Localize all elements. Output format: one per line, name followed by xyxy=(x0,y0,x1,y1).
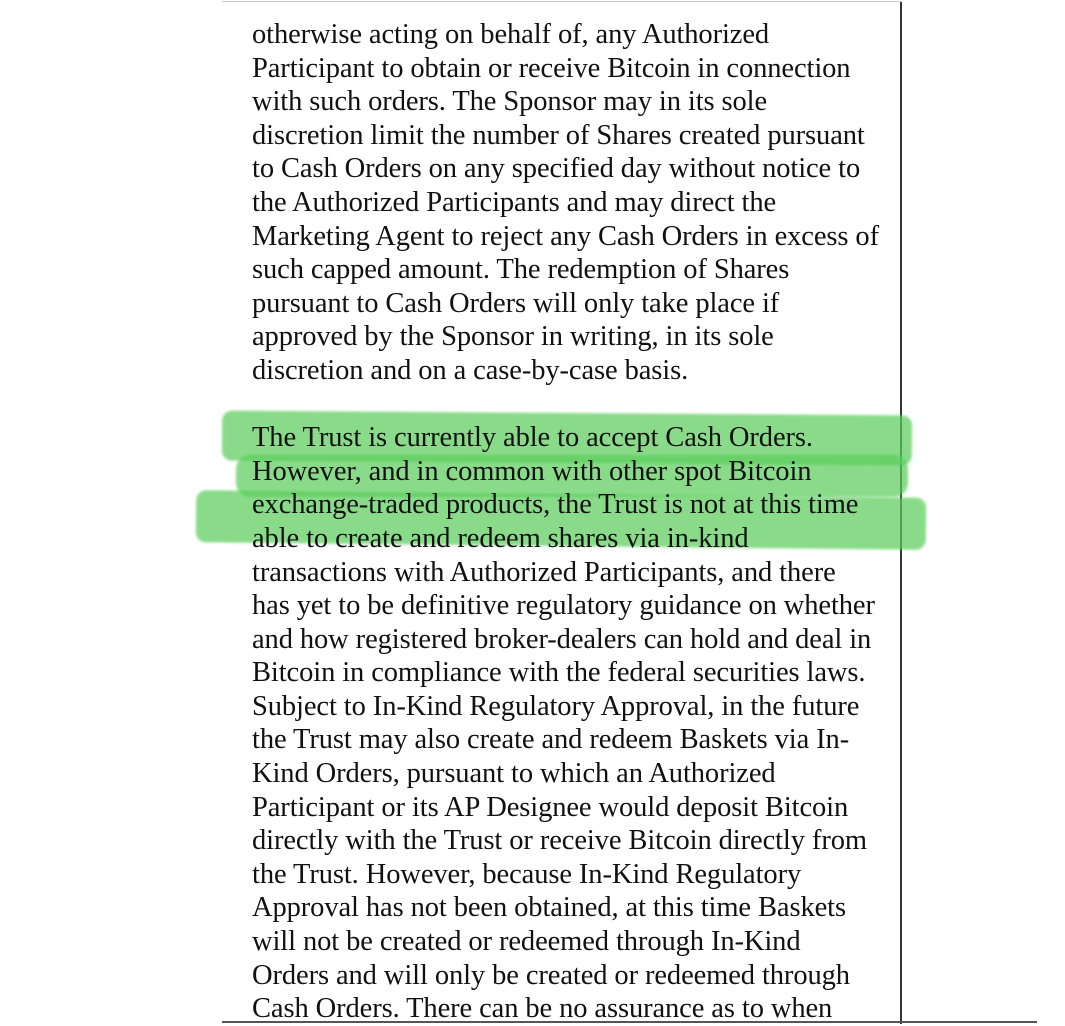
text-line: discretion limit the number of Shares created pursuant xyxy=(252,119,865,151)
text-line: the Trust may also create and redeem Baskets via In- xyxy=(252,724,850,756)
text-line: Bitcoin in compliance with the federal securities laws. xyxy=(252,657,866,689)
text-line: Participant to obtain or receive Bitcoin in connection xyxy=(252,52,851,84)
text-line: approved by the Sponsor in writing, in its sole xyxy=(252,321,774,353)
document-text xyxy=(252,18,897,1026)
text-line: Marketing Agent to reject any Cash Orders in excess of xyxy=(252,220,879,252)
text-line: directly with the Trust or receive Bitcoin directly from xyxy=(252,825,867,857)
text-line: Approval has not been obtained, at this time Baskets xyxy=(252,892,846,924)
text-line: with such orders. The Sponsor may in its sole xyxy=(252,86,768,118)
text-line: Subject to In-Kind Regulatory Approval, in the future xyxy=(252,690,860,722)
text-line: Kind Orders, pursuant to which an Authorized xyxy=(252,758,776,790)
paragraph-gap xyxy=(252,388,897,422)
text-line: able to create and redeem shares via in-kind xyxy=(252,522,749,554)
text-line: pursuant to Cash Orders will only take place if xyxy=(252,287,780,319)
text-line: Cash Orders. There can be no assurance as to when xyxy=(252,993,833,1025)
page-top-edge xyxy=(222,1,902,2)
text-line: such capped amount. The redemption of Shares xyxy=(252,254,790,286)
highlighted-text-line: However, and in common with other spot Bitcoin xyxy=(252,455,812,487)
text-line: to Cash Orders on any specified day without notice to xyxy=(252,153,861,185)
highlighted-paragraph xyxy=(252,421,897,1026)
text-line: otherwise acting on behalf of, any Authorized xyxy=(252,19,770,50)
text-line: and how registered broker-dealers can hold and deal in xyxy=(252,623,872,655)
highlighted-text-line: exchange-traded products, the Trust is not at this time xyxy=(252,489,859,521)
text-line: Orders and will only be created or redeemed through xyxy=(252,959,850,991)
text-line: has yet to be definitive regulatory guidance on whether xyxy=(252,590,875,622)
text-line: discretion and on a case-by-case basis. xyxy=(252,354,689,386)
text-line: will not be created or redeemed through In-Kind xyxy=(252,926,801,958)
text-line: the Trust. However, because In-Kind Regulatory xyxy=(252,858,802,890)
text-line: Participant or its AP Designee would deposit Bitcoin xyxy=(252,791,849,823)
highlighted-text-line: The Trust is currently able to accept Cash Orders. xyxy=(252,422,813,454)
text-line: transactions with Authorized Participants, and there xyxy=(252,556,836,588)
text-line: the Authorized Participants and may direct the xyxy=(252,186,777,218)
paragraph xyxy=(252,18,897,388)
